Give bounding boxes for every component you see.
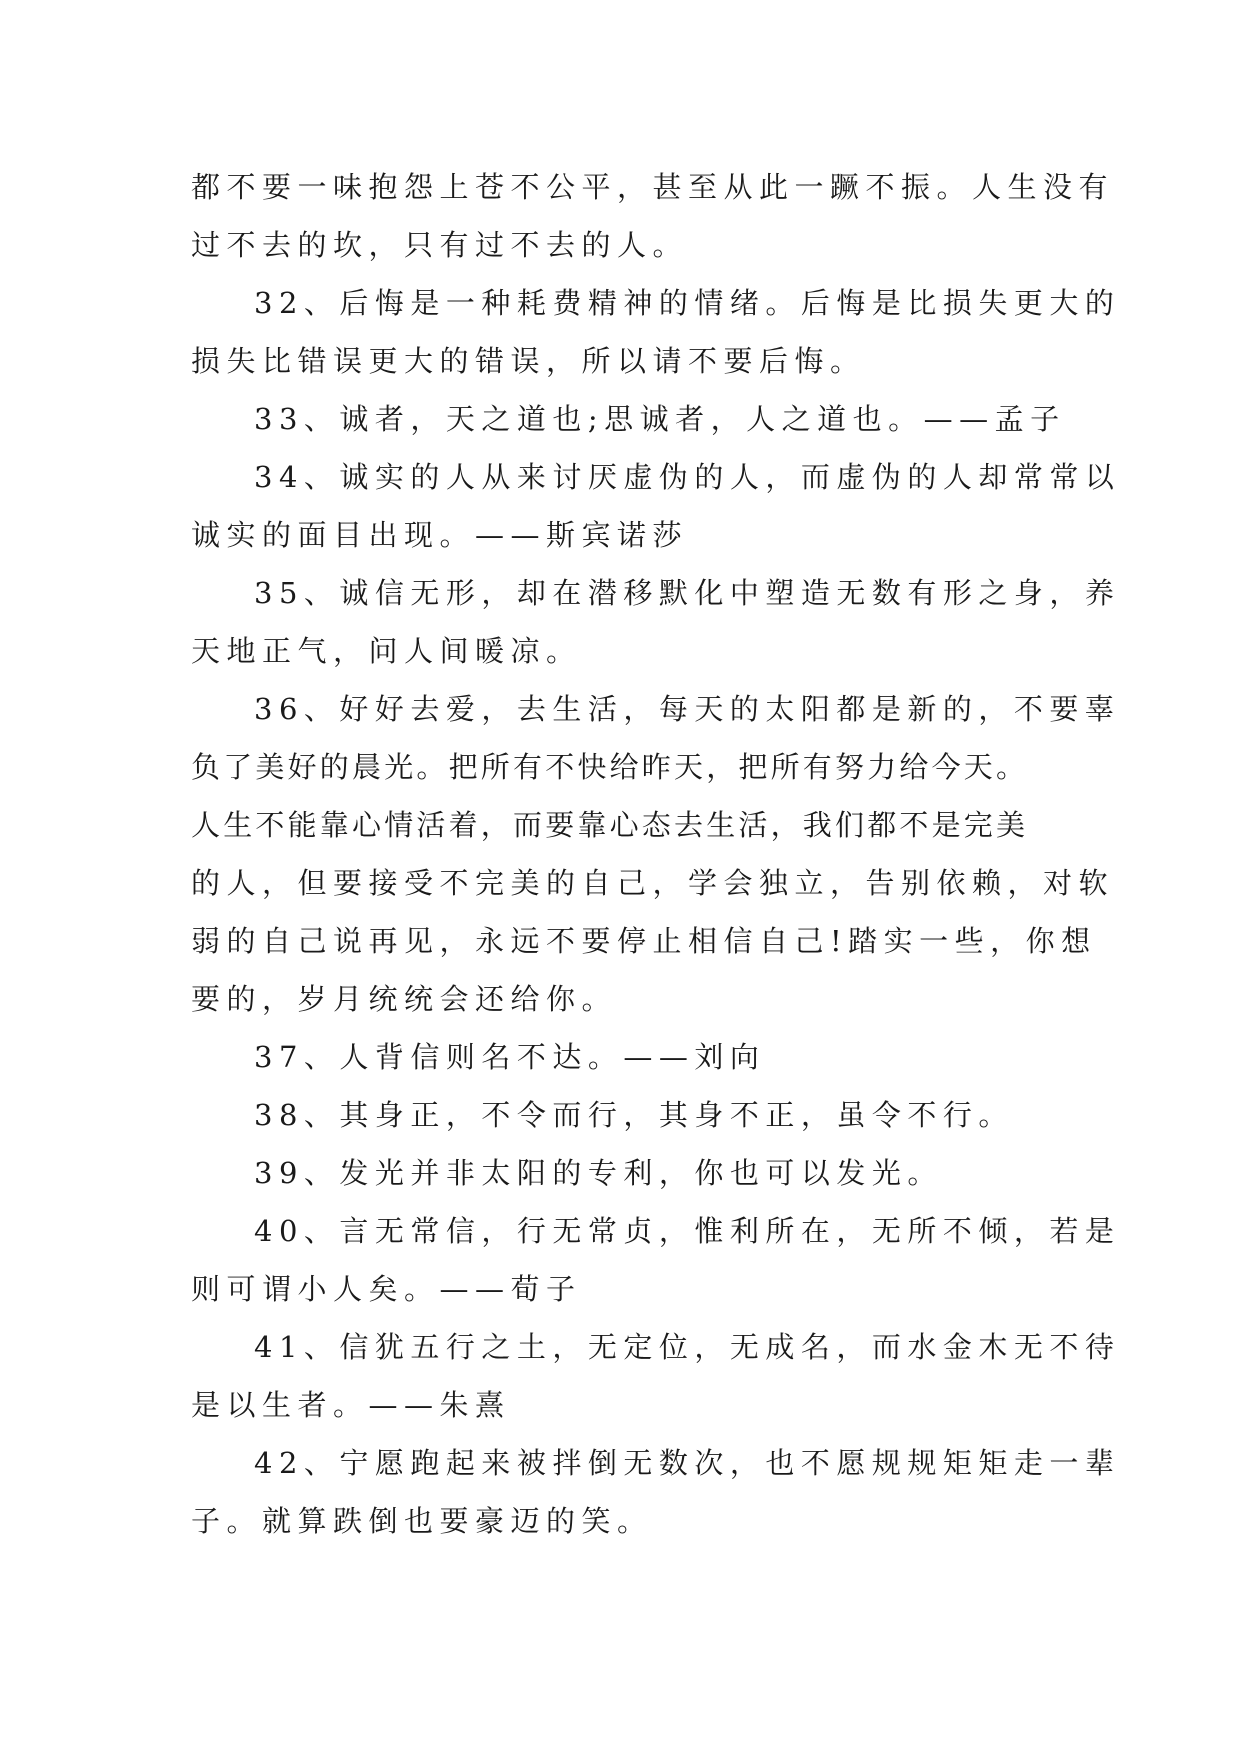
text-line: 损失比错误更大的错误，所以请不要后悔。 bbox=[191, 344, 866, 378]
quote-40-line: 40、言无常信，行无常贞，惟利所在，无所不倾，若是 bbox=[254, 1214, 1121, 1248]
quote-34-line: 34、诚实的人从来讨厌虚伪的人，而虚伪的人却常常以 bbox=[254, 460, 1121, 494]
text-line: 的人，但要接受不完美的自己，学会独立，告别依赖，对软 bbox=[191, 866, 1115, 900]
quote-36-line: 36、好好去爱，去生活，每天的太阳都是新的，不要辜 bbox=[254, 692, 1121, 726]
text-line: 人生不能靠心情活着，而要靠心态去生活，我们都不是完美 bbox=[191, 808, 1029, 842]
text-line: 要的，岁月统统会还给你。 bbox=[191, 982, 618, 1016]
text-line: 诚实的面目出现。——斯宾诺莎 bbox=[191, 518, 689, 552]
quote-39-line: 39、发光并非太阳的专利，你也可以发光。 bbox=[254, 1156, 943, 1190]
text-line: 则可谓小人矣。——荀子 bbox=[191, 1272, 582, 1306]
quote-32-line: 32、后悔是一种耗费精神的情绪。后悔是比损失更大的 bbox=[254, 286, 1121, 320]
quote-33-line: 33、诚者，天之道也;思诚者，人之道也。——孟子 bbox=[254, 402, 1066, 436]
quote-41-line: 41、信犹五行之土，无定位，无成名，而水金木无不待 bbox=[254, 1330, 1121, 1364]
quote-38-line: 38、其身正，不令而行，其身不正，虽令不行。 bbox=[254, 1098, 1014, 1132]
quote-37-line: 37、人背信则名不达。——刘向 bbox=[254, 1040, 766, 1074]
quote-42-line: 42、宁愿跑起来被拌倒无数次，也不愿规规矩矩走一辈 bbox=[254, 1446, 1121, 1480]
text-line: 子。就算跌倒也要豪迈的笑。 bbox=[191, 1504, 653, 1538]
text-line: 是以生者。——朱熹 bbox=[191, 1388, 511, 1422]
text-line: 弱的自己说再见，永远不要停止相信自己!踏实一些，你想 bbox=[191, 924, 1097, 958]
document-body bbox=[191, 158, 1121, 1550]
text-line: 都不要一味抱怨上苍不公平，甚至从此一蹶不振。人生没有 bbox=[191, 170, 1115, 204]
text-line: 过不去的坎，只有过不去的人。 bbox=[191, 228, 689, 262]
quote-35-line: 35、诚信无形，却在潜移默化中塑造无数有形之身，养 bbox=[254, 576, 1121, 610]
text-line: 负了美好的晨光。把所有不快给昨天，把所有努力给今天。 bbox=[191, 750, 1029, 784]
text-line: 天地正气，问人间暖凉。 bbox=[191, 634, 582, 668]
